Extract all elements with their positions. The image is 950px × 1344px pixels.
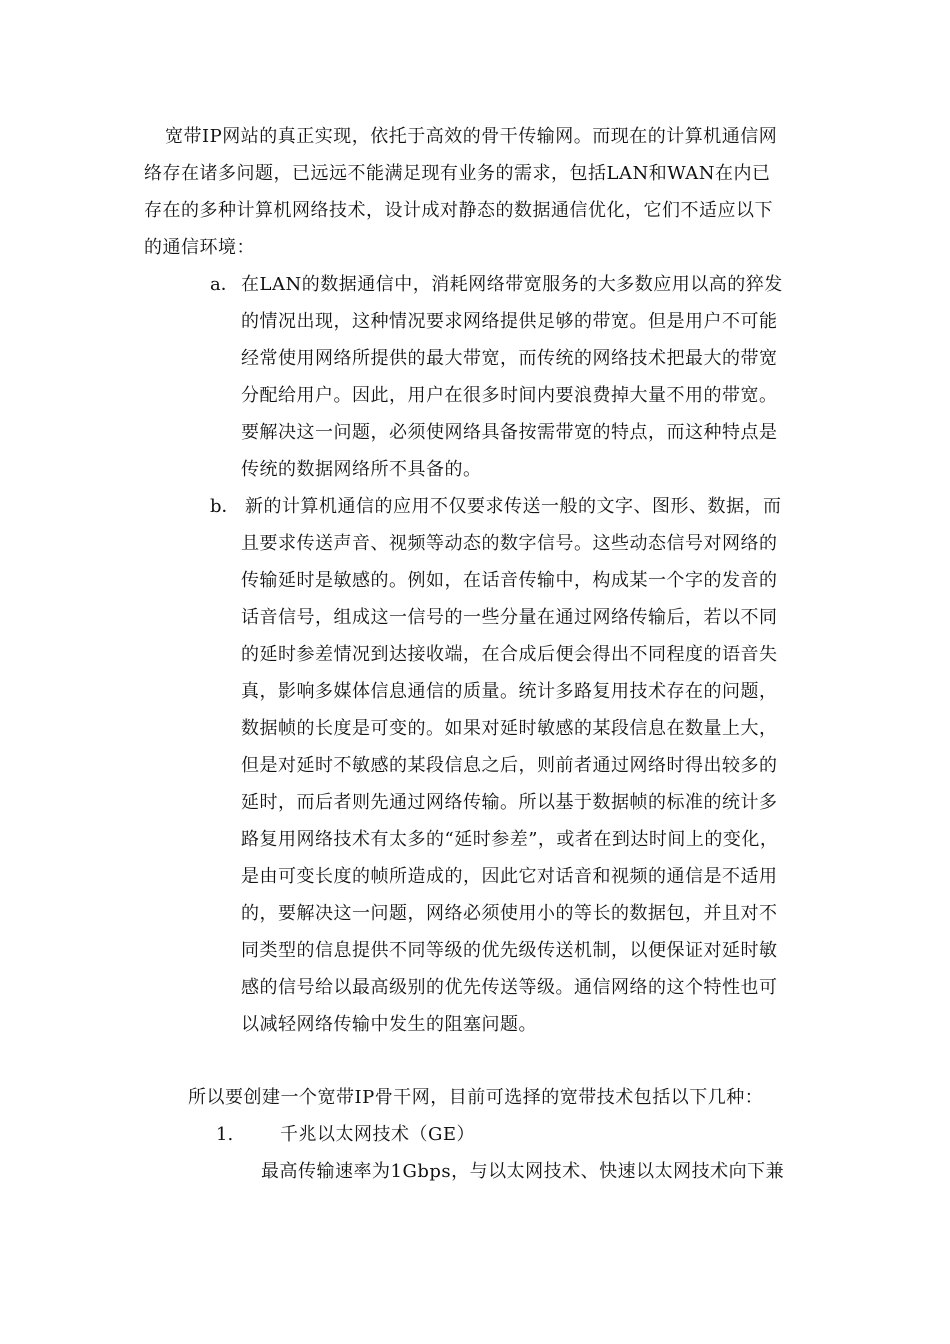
item-a-line-5: 要解决这一问题，必须使网络具备按需带宽的特点，而这种特点是 [241, 422, 778, 443]
numbered-item-1-number: 1. [216, 1124, 234, 1145]
list-marker-a: a． [210, 274, 239, 295]
intro-line-2: 络存在诸多问题，已远远不能满足现有业务的需求，包括LAN和WAN在内已 [144, 163, 771, 184]
item-b-line-11: 是由可变长度的帧所造成的，因此它对话音和视频的通信是不适用 [241, 866, 778, 887]
intro-line-4: 的通信环境： [144, 237, 255, 258]
item-b-line-3: 传输延时是敏感的。例如，在话音传输中，构成某一个字的发音的 [241, 570, 778, 591]
list-marker-b: b． [210, 496, 240, 517]
item-b-line-13: 同类型的信息提供不同等级的优先级传送机制，以便保证对延时敏 [241, 940, 778, 961]
item-b-line-8: 但是对延时不敏感的某段信息之后，则前者通过网络时得出较多的 [241, 755, 778, 776]
item-b-line-5: 的延时参差情况到达接收端，在合成后便会得出不同程度的语音失 [241, 644, 778, 665]
numbered-item-1-title: 千兆以太网技术（GE） [280, 1124, 476, 1145]
item-a-line-6: 传统的数据网络所不具备的。 [241, 459, 482, 480]
item-a-line-2: 的情况出现，这种情况要求网络提供足够的带宽。但是用户不可能 [241, 311, 778, 332]
item-b-line-15: 以减轻网络传输中发生的阻塞问题。 [241, 1014, 537, 1035]
intro-line-3: 存在的多种计算机网络技术，设计成对静态的数据通信优化，它们不适应以下 [144, 200, 773, 221]
item-b-line-14: 感的信号给以最高级别的优先传送等级。通信网络的这个特性也可 [241, 977, 778, 998]
item-b-line-9: 延时，而后者则先通过网络传输。所以基于数据帧的标准的统计多 [241, 792, 778, 813]
item-b-line-7: 数据帧的长度是可变的。如果对延时敏感的某段信息在数量上大， [241, 718, 778, 739]
item-b-line-2: 且要求传送声音、视频等动态的数字信号。这些动态信号对网络的 [241, 533, 778, 554]
item-b-line-10: 路复用网络技术有太多的“延时参差”，或者在到达时间上的变化， [241, 829, 779, 850]
item-b-line-1: 新的计算机通信的应用不仅要求传送一般的文字、图形、数据，而 [245, 496, 782, 517]
item-b-line-6: 真，影响多媒体信息通信的质量。统计多路复用技术存在的问题， [241, 681, 778, 702]
item-a-line-1: 在LAN的数据通信中，消耗网络带宽服务的大多数应用以高的猝发 [241, 274, 783, 295]
summary-paragraph: 所以要创建一个宽带IP骨干网，目前可选择的宽带技术包括以下几种： [188, 1087, 764, 1108]
item-a-line-4: 分配给用户。因此，用户在很多时间内要浪费掉大量不用的带宽。 [241, 385, 778, 406]
intro-line-1: 宽带IP网站的真正实现，依托于高效的骨干传输网。而现在的计算机通信网 [165, 126, 778, 147]
item-a-line-3: 经常使用网络所提供的最大带宽，而传统的网络技术把最大的带宽 [241, 348, 778, 369]
numbered-item-1-body: 最高传输速率为1Gbps，与以太网技术、快速以太网技术向下兼 [261, 1161, 785, 1182]
item-b-line-4: 话音信号，组成这一信号的一些分量在通过网络传输后，若以不同 [241, 607, 778, 628]
item-b-line-12: 的，要解决这一问题，网络必须使用小的等长的数据包，并且对不 [241, 903, 778, 924]
